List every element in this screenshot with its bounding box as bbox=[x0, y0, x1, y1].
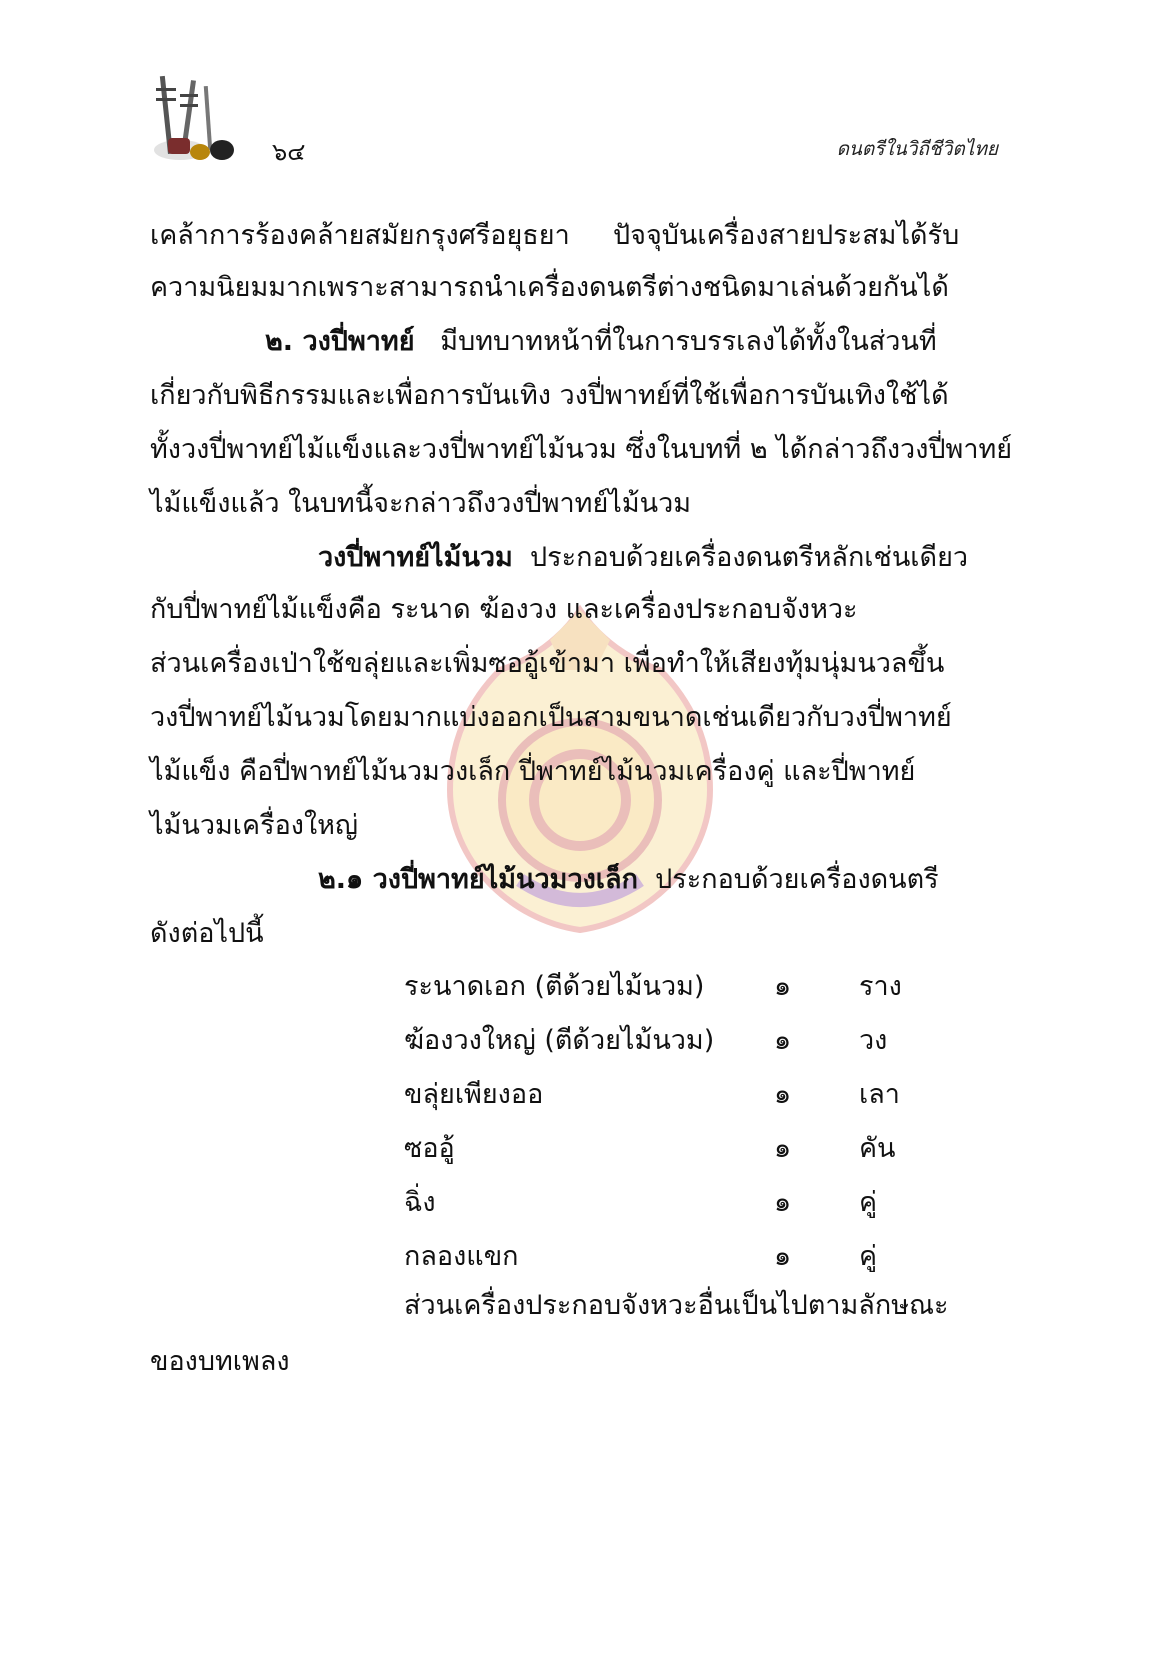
nuam-heading: วงปี่พาทย์ไม้นวม bbox=[318, 542, 513, 573]
instrument-name: ฉิ่ง bbox=[404, 1187, 436, 1218]
subsection-2-1-line2: ดังต่อไปนี้ bbox=[150, 918, 264, 949]
instrument-unit: คู่ bbox=[859, 1187, 878, 1218]
para1-line1-left: เคล้าการร้องคล้ายสมัยกรุงศรีอยุธยา bbox=[150, 220, 570, 251]
section-2-line3: ทั้งวงปี่พาทย์ไม้แข็งและวงปี่พาทย์ไม้นวม ซึ่งในบทที่ ๒ ได้กล่าวถึงวงปี่พาทย์ bbox=[150, 434, 1013, 465]
list-item bbox=[404, 1234, 924, 1274]
section-2-text: มีบทบาทหน้าที่ในการบรรเลงได้ทั้งในส่วนที่ bbox=[440, 326, 937, 357]
instrument-qty: ๑ bbox=[774, 1079, 792, 1110]
nuam-para-line2: กับปี่พาทย์ไม้แข็งคือ ระนาด ฆ้องวง และเครื่องประกอบจังหวะ bbox=[150, 594, 858, 625]
para1-line2: ความนิยมมากเพราะสามารถนำเครื่องดนตรีต่างชนิดมาเล่นด้วยกันได้ bbox=[150, 272, 949, 303]
instrument-unit: คู่ bbox=[859, 1241, 878, 1272]
instrument-qty: ๑ bbox=[774, 971, 792, 1002]
instrument-name: ระนาดเอก (ตีด้วยไม้นวม) bbox=[404, 971, 705, 1002]
subsection-2-1-line1 bbox=[318, 860, 939, 900]
instrument-name: ซออู้ bbox=[404, 1133, 455, 1164]
list-item bbox=[404, 1126, 924, 1166]
section-2-line4: ไม้แข็งแล้ว ในบทนี้จะกล่าวถึงวงปี่พาทย์ไม้นวม bbox=[150, 488, 692, 519]
instrument-name: กลองแขก bbox=[404, 1241, 519, 1272]
instrument-unit: คัน bbox=[859, 1133, 896, 1164]
nuam-para-line3: ส่วนเครื่องเป่าใช้ขลุ่ยและเพิ่มซออู้เข้ามา เพื่อทำให้เสียงทุ้มนุ่มนวลขึ้น bbox=[150, 648, 945, 679]
section-2-heading: ๒. วงปี่พาทย์ bbox=[265, 326, 415, 357]
list-item bbox=[404, 1018, 924, 1058]
nuam-para-line5: ไม้แข็ง คือปี่พาทย์ไม้นวมวงเล็ก ปี่พาทย์ไม้นวมเครื่องคู่ และปี่พาทย์ bbox=[150, 756, 916, 787]
para1-line1-right: ปัจจุบันเครื่องสายประสมได้รับ bbox=[613, 220, 960, 251]
instrument-unit: ราง bbox=[859, 971, 902, 1002]
thai-fiddle-logo-icon bbox=[150, 68, 250, 168]
list-item bbox=[404, 964, 924, 1004]
instrument-name: ฆ้องวงใหญ่ (ตีด้วยไม้นวม) bbox=[404, 1025, 715, 1056]
subsection-2-1-heading: ๒.๑ วงปี่พาทย์ไม้นวมวงเล็ก bbox=[318, 864, 638, 895]
instrument-qty: ๑ bbox=[774, 1187, 792, 1218]
nuam-text: ประกอบด้วยเครื่องดนตรีหลักเช่นเดียว bbox=[530, 542, 969, 573]
instrument-unit: เลา bbox=[859, 1079, 900, 1110]
running-header-title: ดนตรีในวิถีชีวิตไทย bbox=[836, 138, 998, 160]
nuam-para-line4: วงปี่พาทย์ไม้นวมโดยมากแบ่งออกเป็นสามขนาดเช่นเดียวกับวงปี่พาทย์ bbox=[150, 702, 952, 733]
nuam-para-line1 bbox=[318, 538, 968, 578]
list-item bbox=[404, 1072, 924, 1112]
instrument-unit: วง bbox=[859, 1025, 888, 1056]
instrument-name: ขลุ่ยเพียงออ bbox=[404, 1079, 544, 1110]
instrument-qty: ๑ bbox=[774, 1241, 792, 1272]
page-number: ๖๔ bbox=[272, 138, 306, 166]
section-2-line2: เกี่ยวกับพิธีกรรมและเพื่อการบันเทิง วงปี่พาทย์ที่ใช้เพื่อการบันเทิงใช้ได้ bbox=[150, 380, 949, 411]
section-2-line1 bbox=[265, 322, 937, 362]
closing-line2: ของบทเพลง bbox=[150, 1346, 290, 1377]
nuam-para-line6: ไม้นวมเครื่องใหญ่ bbox=[150, 810, 358, 841]
instrument-qty: ๑ bbox=[774, 1133, 792, 1164]
instrument-qty: ๑ bbox=[774, 1025, 792, 1056]
subsection-2-1-text: ประกอบด้วยเครื่องดนตรี bbox=[655, 864, 939, 895]
list-item bbox=[404, 1180, 924, 1220]
closing-line1: ส่วนเครื่องประกอบจังหวะอื่นเป็นไปตามลักษณะ bbox=[404, 1290, 949, 1321]
